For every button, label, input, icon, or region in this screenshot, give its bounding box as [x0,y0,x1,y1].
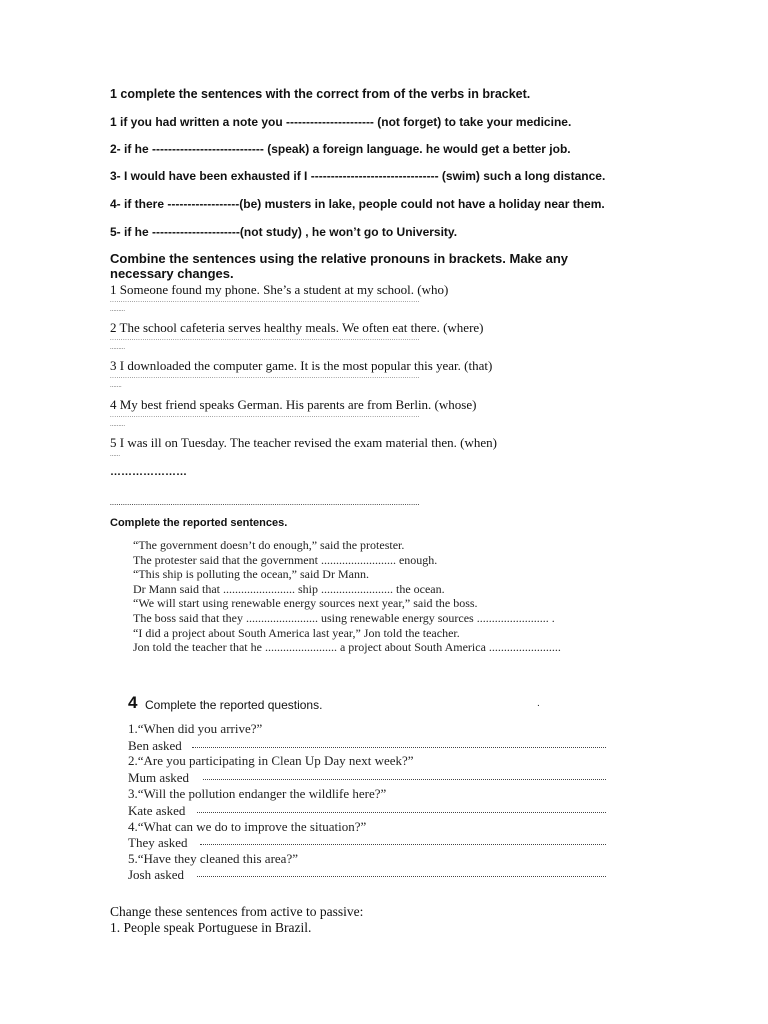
answer-line [197,876,606,877]
question-2: 2.“Are you participating in Clean Up Day next week?” [128,753,414,768]
answer-line-tail: ......... [110,307,126,313]
answer-line: ............................................................................................................................................... [110,374,420,380]
section5-heading: Change these sentences from active to passive: [110,904,364,919]
answer-line: ............................................................................................................................................... [110,336,420,342]
section2-item-4: 4 My best friend speaks German. His parents are from Berlin. (whose) [110,397,477,412]
section1-item-4: 4- if there ------------------(be) musters in lake, people could not have a holiday near them. [110,197,605,211]
reported-line-2: The protester said that the government ......................... enough. [133,553,438,567]
section3-heading: Complete the reported sentences. [110,517,288,529]
answer-line [197,812,606,813]
section2-item-5: 5 I was ill on Tuesday. The teacher revised the exam material then. (when) [110,435,497,450]
section1-item-3: 3- I would have been exhausted if I -------------------------------- (swim) such a long distance. [110,169,606,183]
section1-heading: 1 complete the sentences with the correct from of the verbs in bracket. [110,87,531,101]
answer-label-1: Ben asked [128,738,182,753]
answer-line: ............................................................................................................................................... [110,298,420,304]
question-3: 3.“Will the pollution endanger the wildlife here?” [128,786,387,801]
section2-item-2: 2 The school cafeteria serves healthy meals. We often eat there. (where) [110,320,484,335]
section1-item-2: 2- if he ---------------------------- (speak) a foreign language. he would get a better job. [110,142,571,156]
question-5: 5.“Have they cleaned this area?” [128,851,298,866]
reported-line-6: The boss said that they ........................ using renewable energy sources ........................ . [133,611,555,625]
section1-item-5: 5- if he ----------------------(not study) , he won’t go to University. [110,225,458,239]
section5-item-1: 1. People speak Portuguese in Brazil. [110,920,312,935]
section2-item-3: 3 I downloaded the computer game. It is the most popular this year. (that) [110,358,493,373]
answer-line: ............................................................................................................................................... [110,413,420,419]
reported-line-4: Dr Mann said that ........................ ship ........................ the ocean. [133,582,445,596]
answer-line-tail: ......... [110,345,126,351]
answer-label-5: Josh asked [128,867,184,882]
reported-line-8: Jon told the teacher that he ........................ a project about South America ........................ [133,640,561,654]
answer-label-2: Mum asked [128,770,190,785]
section2-item-1: 1 Someone found my phone. She’s a student at my school. (who) [110,282,449,297]
question-1: 1.“When did you arrive?” [128,721,263,736]
reported-line-5: “We will start using renewable energy sources next year,” said the boss. [133,596,478,610]
section4-marker: . [537,698,540,709]
question-4: 4.“What can we do to improve the situation?” [128,819,367,834]
answer-line: ............................................................................................................................................... [110,501,420,507]
answer-line-tail: ...... [110,452,121,458]
answer-label-4: They asked [128,835,188,850]
answer-line-tail: ....... [110,383,122,389]
answer-line [200,844,606,845]
section1-item-1: 1 if you had written a note you ---------------------- (not forget) to take your medicine. [110,115,572,129]
section4-number: 4 [128,693,138,712]
ellipsis-line: ………………… [110,466,187,478]
answer-label-3: Kate asked [128,803,186,818]
reported-line-1: “The government doesn’t do enough,” said the protester. [133,538,405,552]
section2-heading-line1: Combine the sentences using the relative pronouns in brackets. Make any [110,251,569,266]
reported-line-3: “This ship is polluting the ocean,” said Dr Mann. [133,567,369,581]
answer-line [192,747,606,748]
reported-line-7: “I did a project about South America last year,” Jon told the teacher. [133,626,460,640]
section2-heading-line2: necessary changes. [110,266,234,281]
answer-line [203,779,606,780]
section4-heading: Complete the reported questions. [145,698,323,712]
answer-line-tail: ......... [110,422,126,428]
